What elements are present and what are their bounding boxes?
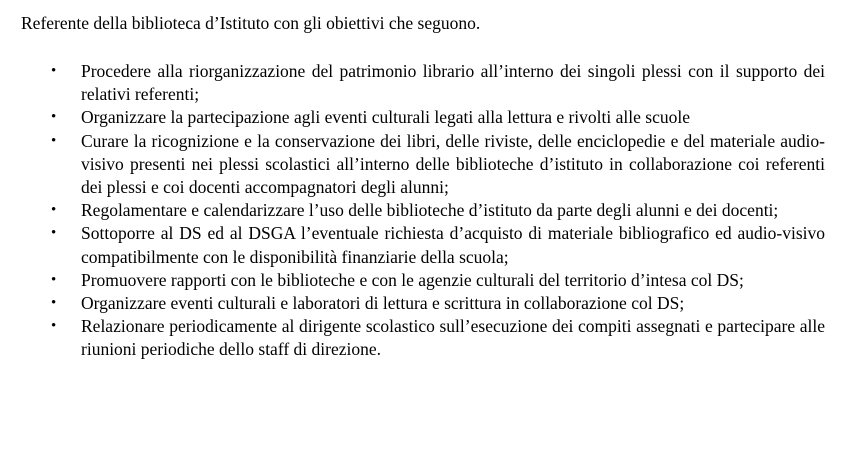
list-item: [0, 269, 858, 292]
bullet-icon: •: [51, 271, 57, 288]
bullet-icon: •: [51, 202, 57, 219]
intro-paragraph: Referente della biblioteca d’Istituto con gli obiettivi che seguono.: [21, 13, 481, 33]
list-item: [0, 106, 858, 129]
list-item: [0, 315, 858, 361]
bullet-icon: •: [51, 109, 57, 126]
list-item-text: Relazionare periodicamente al dirigente scolastico sull’esecuzione dei compiti assegnati e partecipare alle riunioni periodiche dello staff di direzione.: [81, 316, 825, 360]
list-item-text: Sottoporre al DS ed al DSGA l’eventuale richiesta d’acquisto di materiale bibliografico ed audio-visivo compatibilmente con le disponibilità finanziarie della scuola;: [81, 223, 825, 267]
list-item: [0, 222, 858, 268]
list-item: [0, 292, 858, 315]
bullet-icon: •: [51, 225, 57, 242]
list-item: [0, 130, 858, 200]
list-item-text: Procedere alla riorganizzazione del patrimonio librario all’interno dei singoli plessi con il supporto dei relativi referenti;: [81, 61, 825, 105]
list-item-text: Promuovere rapporti con le biblioteche e con le agenzie culturali del territorio d’intesa col DS;: [81, 269, 744, 290]
list-item-text: Organizzare la partecipazione agli eventi culturali legati alla lettura e rivolti alle scuole: [81, 107, 690, 128]
bullet-icon: •: [51, 295, 57, 312]
bullet-icon: •: [51, 132, 57, 149]
list-item-text: Regolamentare e calendarizzare l’uso delle biblioteche d’istituto da parte degli alunni e dei docenti;: [81, 200, 779, 221]
bullet-icon: •: [51, 63, 57, 79]
list-item: [0, 60, 858, 106]
objectives-list: [0, 60, 858, 362]
bullet-icon: •: [51, 318, 57, 335]
list-item-text: Curare la ricognizione e la conservazione dei libri, delle riviste, delle enciclopedie e del materiale audio-visivo presenti nei plessi scolastici all’interno delle biblioteche d’istituto in collaborazione coi referenti dei plessi e coi docenti accompagnatori degli alunni;: [81, 130, 825, 198]
list-item: [0, 199, 858, 222]
list-item-text: Organizzare eventi culturali e laboratori di lettura e scrittura in collaborazione col DS;: [81, 293, 685, 314]
